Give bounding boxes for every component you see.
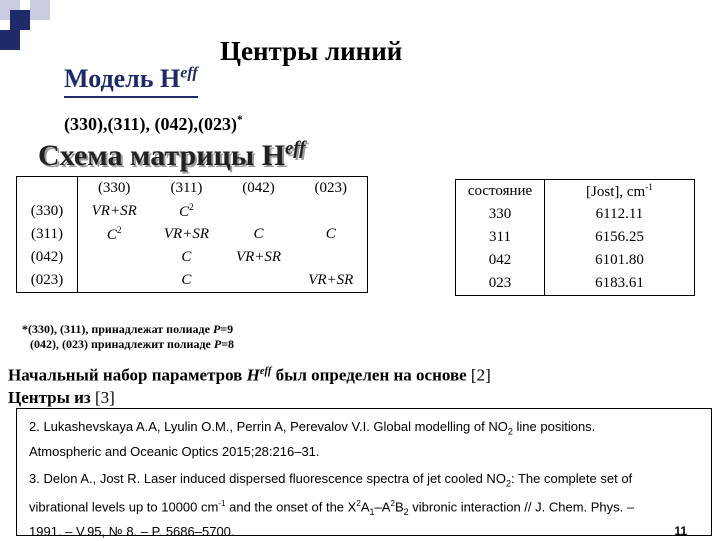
ref-text: vibronic interaction // J. Chem. Phys. – [408,498,635,514]
matrix-schema-heading [38,138,305,173]
ref-text: –A [374,498,391,514]
reference-3-line-3 [29,522,705,541]
reference-3 [29,469,705,541]
matrix-col-header: (042) [242,180,275,196]
basis-line-2 [8,387,491,409]
model-label-text: Модель H [64,64,181,93]
footnote-p: P [213,337,222,351]
decor-square-dark-2 [0,30,20,50]
matrix-row-label: (330) [17,200,78,223]
schema-text: Схема матрицы H [38,139,286,172]
matrix-cell-text: C [179,203,190,220]
basis-sup: eff [259,366,272,377]
jost-row [456,226,695,249]
ref-sup: -1 [218,498,226,508]
slide-title: Центры линий [220,36,403,66]
jost-value: 6112.11 [595,206,644,222]
basis-line-1 [8,361,491,387]
matrix-col-header: (023) [314,180,348,196]
polyad-footnote [22,322,234,352]
basis-text-b: был определен на основе [271,365,471,385]
jost-state: 023 [456,272,545,296]
matrix-col-header: (311) [170,180,203,196]
matrix-cell [295,200,368,223]
jost-header-state: состояние [456,180,545,204]
jost-row [456,272,695,296]
basis-ref: [2] [470,365,491,385]
basis-text-c: Центры из [8,387,95,407]
matrix-header-row [17,177,368,201]
matrix-cell-text: VR+SR [163,226,209,242]
reference-2-line-2: Atmospheric and Oceanic Optics 2015;28:216–31. [29,443,320,459]
ref-sup: 2 [356,498,361,508]
ref-text: : The complete set of [511,471,633,486]
matrix-cell [150,246,222,269]
decor-square-dark-1 [10,10,30,30]
basis-h: H [246,365,260,385]
quanta-text: (330),(311), (042),(023) [64,114,237,134]
reference-2 [29,417,595,461]
jost-state: 311 [456,226,545,249]
matrix-cell [150,200,222,223]
matrix-cell [78,200,151,223]
matrix-cell-text: C [325,226,336,242]
matrix-cell-text: C [181,272,192,288]
matrix-row [17,200,368,223]
matrix-cell [222,269,294,293]
matrix-cell [78,246,151,269]
ref-text: and the onset of the X [225,498,357,514]
page-number: 11 [674,523,687,538]
footnote-line-1 [22,322,234,337]
matrix-cell-sup: 2 [116,225,122,236]
matrix-row [17,269,368,293]
ref-text: line positions. [512,419,596,434]
references-box [16,408,712,539]
jost-value: 6156.25 [595,229,644,245]
model-label [64,64,198,94]
matrix-cell [222,246,294,269]
jost-header-value-text: [Jost], cm [586,183,646,200]
matrix-cell-text: VR+SR [235,249,282,265]
quanta-star: * [236,114,243,126]
footnote-value: =9 [220,322,234,336]
matrix-cell-sup: 2 [189,202,194,213]
reference-3-line-2 [29,494,705,522]
matrix-row [17,223,368,246]
ref-sub: 1 [369,506,375,517]
matrix-cell [78,269,151,293]
matrix-cell-text: C [253,226,264,242]
model-underline [64,96,198,98]
matrix-cell-text: VR+SR [308,272,354,288]
footnote-value: =8 [221,337,235,351]
ref-text: 1991. – V.95, № 8. – P. 5686–5700. [29,523,235,539]
jost-value: 6101.80 [595,252,644,268]
matrix-cell [222,200,294,223]
footnote-p: P [212,322,221,336]
matrix-col-header: (330) [97,180,131,196]
matrix-row-label: (023) [17,269,78,293]
quanta-line [64,114,243,135]
matrix-cell [295,223,368,246]
footnote-text: (042), (023) принадлежит полиаде [30,337,214,351]
matrix-cell [78,223,151,246]
jost-state: 330 [456,203,545,226]
matrix-cell [150,223,222,246]
matrix-row [17,246,368,269]
matrix-cell [222,223,294,246]
jost-state: 042 [456,249,545,272]
jost-values-table [455,179,695,296]
reference-3-line-1 [29,469,705,494]
jost-header-value-sup: -1 [645,182,653,193]
ref-text: 3. Delon A., Jost R. Laser induced dispersed fluorescence spectra of jet cooled NO [29,471,506,486]
ref-text: 2. Lukashevskaya A.A, Lyulin O.M., Perrin A, Perevalov V.I. Global modelling of NO [29,419,508,434]
matrix-cell [295,269,368,293]
ref-text: B [394,498,404,514]
jost-row [456,249,695,272]
matrix-corner [17,177,78,201]
matrix-cell-text: C [181,249,192,265]
matrix-row-label: (042) [17,246,78,269]
matrix-cell-text: C [106,226,117,243]
ref-text: A [360,498,370,514]
jost-header-row [456,180,695,204]
jost-header-value [545,180,695,204]
footnote-line-2 [22,337,234,352]
jost-row [456,203,695,226]
ref-sub: 2 [505,478,511,489]
matrix-cell-text: VR+SR [91,203,137,219]
ref-sup: 2 [390,498,395,508]
matrix-cell [295,246,368,269]
ref-sub: 2 [403,506,409,517]
footnote-text: *(330), (311), принадлежат полиаде [22,322,213,336]
ref-sub: 2 [507,426,513,437]
reference-2-line-1 [29,417,595,442]
basis-text-a: Начальный набор параметров [8,365,247,385]
ref-text: vibrational levels up to 10000 cm [29,498,219,514]
schema-sup: eff [285,138,306,159]
matrix-row-label: (311) [17,223,78,246]
jost-value: 6183.61 [595,275,644,291]
hamiltonian-matrix-table [16,176,368,293]
basis-text [8,361,491,409]
decor-square-light-2 [30,0,50,20]
model-label-sup: eff [180,64,198,82]
basis-ref: [3] [94,387,115,407]
matrix-cell [150,269,222,293]
